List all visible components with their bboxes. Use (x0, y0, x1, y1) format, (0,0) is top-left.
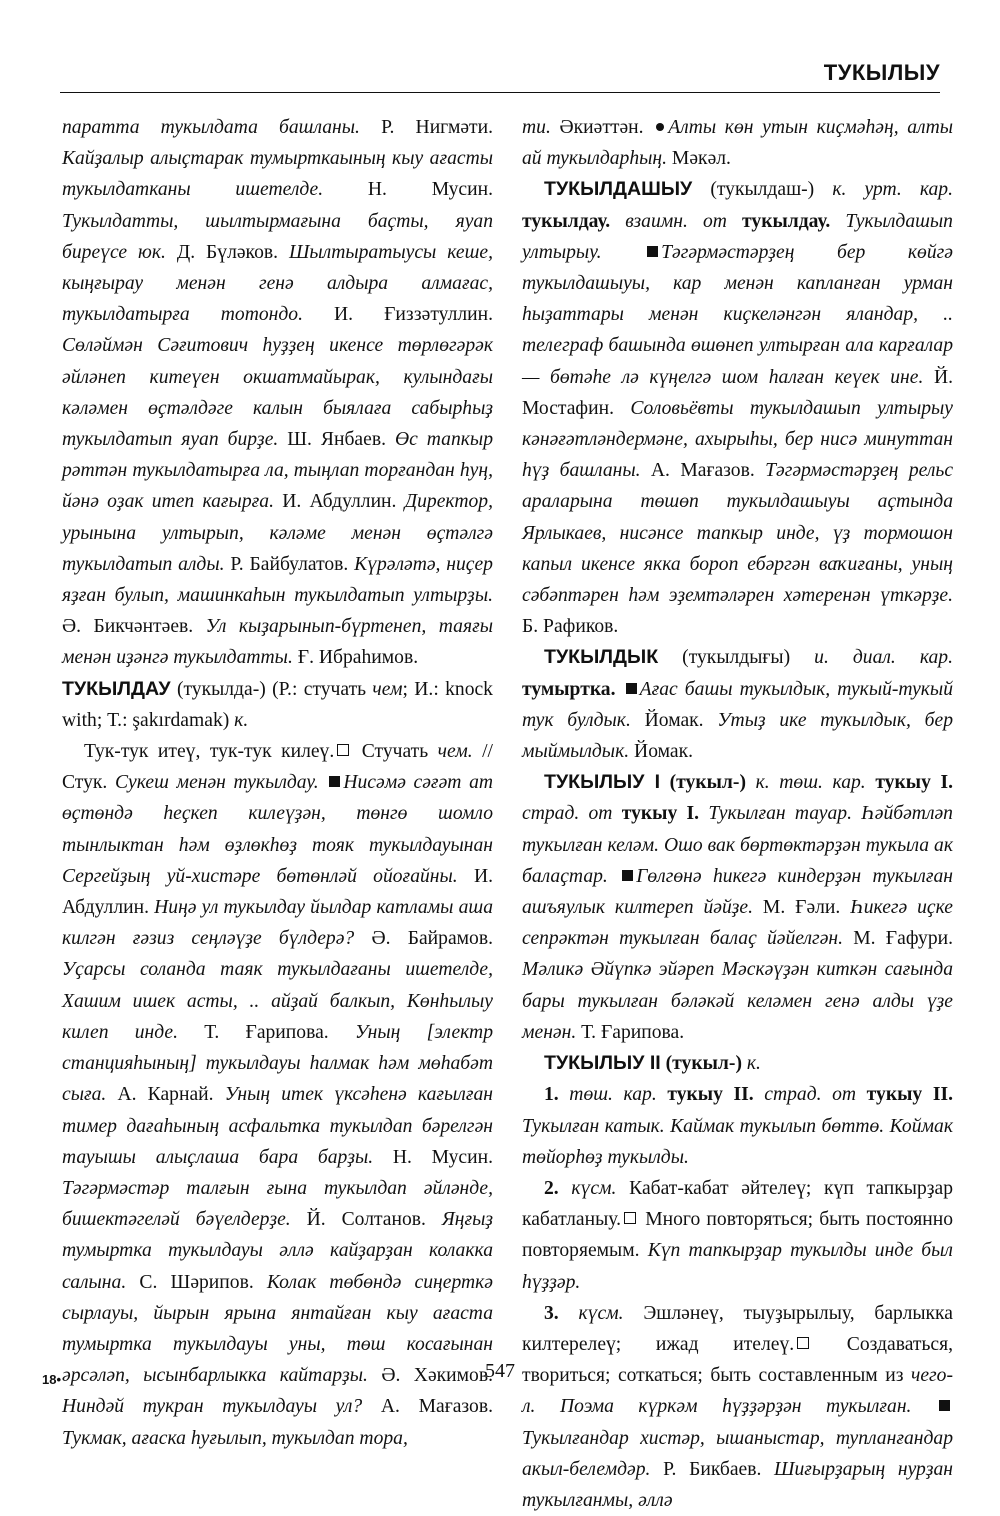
filled-square-icon (939, 1400, 950, 1411)
entry-tukyldashyu: ТУКЫЛДАШЫУ (тукылдаш-) к. урт. кар. тукылдау. взаимн. от тукылдау. Тукылдашып ултырыу. Тәгәрмәстәрҙең бер көйгә тукылдашыуы, кар менән капланған урман һыҙаттары менән киҫкеләнгән яландар, .. телеграф башында өшөнеп ултырған ала карғалар — бөтәһе лә күңелгә шом һалған кеүек ине. Й. Мостафин. Соловьёвты тукылдашып ултырыу кәнәғәтләндермәне, ахырыһы, бер нисә минуттан һүҙ башланы. А. Мағазов. Тәгәрмәстәрҙең рельс араларына төшөп тукылдашыуы аҫтында Ярлыкаев, нисәнсе тапкыр инде, үҙ тормошон капыл икенсе якка бороп ебәргән ваҡиғаны, уның сәбәптәрен һәм эҙемтәләрен хәтеренән үткәрҙе. Б. Рафиков. (522, 178, 954, 638)
right-column (522, 112, 953, 1516)
headword: ТУКЫЛДЫК (544, 646, 659, 669)
headword: ТУКЫЛЫУ II (544, 1052, 661, 1075)
filled-square-icon (622, 870, 633, 881)
sense-2: 2. күсм. Кабат-кабат әйтелеү; күп тапкырҙар кабатланыу. Много повторяться; быть постоянно повторяемым. Күп тапкырҙар тукылды инде был һүҙҙәр. (522, 1177, 953, 1293)
page-header (60, 58, 940, 93)
filled-square-icon (329, 776, 340, 787)
entry-tukyldau-head: ТУКЫЛДАУ (тукылда-) (Р.: стучать чем; И.: knock with; Т.: şakırdamak) к. (62, 677, 493, 731)
page-number: 547 (485, 1360, 515, 1382)
entry-continuation: паратта тукылдата башланы. Р. Нигмәти. Кайҙалыр алыҫтарак тумырткаының кыу ағасты тукылдатканы ишетелде. Н. Мусин. Тукылдатты, шылтырмағына баҫты, яуап биреүсе юк. Д. Бүләков. Шылтыратыусы кеше, кыңғырау менән генә алдыра алмағас, тукылдатырға тотондо. И. Ғиззәтуллин. Сөләймән Сәғитович һуҙҙең икенсе төрлөгәрәк әйләнеп китеүен окшатмайырак, кулындағы кәләмен өҫтәлдәге калын быялаға сабырһыҙ тукылдатып яуап бирҙе. Ш. Янбаев. Өс тапкыр рәттән тукылдатырға ла, тыңлап торғандан һуң, йәнә оҙак итеп кағырға. И. Абдуллин. Директор, урынына ултырып, кәләме менән өҫтәлгә тукылдатып алды. Р. Байбулатов. Күрәләтә, ниҫер яҙған булып, машинкаһын тукылдатып ултырҙы. Ә. Бикчәнтәев. Ул кыҙарынып-бүртенеп, таяғы менән иҙәнгә тукылдатты. Ғ. Ибраһимов. (62, 117, 493, 669)
headword: ТУКЫЛЫУ I (544, 771, 661, 794)
entry-tukylyu-1: ТУКЫЛЫУ I (тукыл-) к. төш. кар. тукыу I. страд. от тукыу I. Тукылған тауар. Һәйбәтләп тукылған келәм. Ошо вак бөртөктәрҙән тукыла ак балаҫтар. Гөлгөнә һикегә киндерҙән тукылған ашъяулык килтереп йәйҙе. М. Ғәли. Һикегә иҫке сепрәктән тукылған балаҫ йәйелгән. М. Ғафури. Мәликә Әйүпкә эйәреп Мәскәүҙән киткән сағында бары тукылған бәләкәй келәмен генә алды үҙе менән. Т. Ғарипова. (522, 771, 954, 1043)
left-column (62, 112, 493, 1454)
entry-continuation-right: ти. Әкиәттән. Алты көн утын киҫмәһәң, алты ай тукылдарһың. Мәкәл. (522, 117, 953, 170)
entry-tukyldyk: ТУКЫЛДЫК (тукылдығы) и. диал. кар. тумыртка. Ағас башы тукылдык, тукый-тукый тук булдык. Йомак. Утыҙ ике тукылдык, бер мыймылдык. Йомак. (522, 646, 954, 763)
filled-square-icon (647, 246, 658, 257)
entry-tukylyu-2: ТУКЫЛЫУ II (тукыл-) к. (544, 1052, 761, 1075)
signature-mark: 18• (42, 1372, 62, 1387)
bullet-icon (656, 123, 664, 131)
sense-number: 1. (544, 1084, 559, 1106)
filled-square-icon (626, 683, 637, 694)
headword: ТУКЫЛДАШЫУ (544, 178, 693, 201)
sense-number: 2. (544, 1177, 559, 1199)
headword: ТУКЫЛДАУ (62, 677, 171, 700)
running-head: ТУКЫЛЫУ (823, 60, 940, 85)
open-square-icon (624, 1212, 636, 1224)
sense-3: 3. күсм. Эшләнеү, тыуҙырылыу, барлыкка килтерелеү; ижад ителеү. Создаваться, твориться; соткаться; быть составленным из чего-л. Поэма күркәм һүҙҙәрҙән тукылған. Тукылғандар хистәр, ышаныстар, тупланғандар акыл-белемдәр. Р. Бикбаев. Шиғырҙарың нурҙан тукылғанмы, әллә (522, 1302, 954, 1511)
entry-tukyldau-body: Тук-тук итеү, тук-тук килеү. Стучать чем. // Стук. Сукеш менән тукылдау. Нисәмә сәғәт ат өҫтөндә һеҫкеп килеүҙән, төнгө шомло тынлыктан һәм өҙлөкһөҙ тояк тукылдауынан Сергейҙың уй-хистәре бөтөнләй ойоғайны. И. Абдуллин. Ниңә ул тукылдау йылдар катламы аша килгән ғәзиз сеңләүҙе бүлдерә? Ә. Байрамов. Уҫарсы соланда таяк тукылдағаны ишетелде, Хашим ишек асты, .. айҙай балкып, Көнһылыу килеп инде. Т. Ғарипова. Уның [электр станцияһының] тукылдауы һалмак һәм мөһабәт сыға. А. Карнай. Уның итек үксәһенә кағылған тимер дағаһының асфальтка тукылдап бәрелгән тауышы алыҫлаша бара барҙы. Н. Мусин. Тәгәрмәстәр талғын ғына тукылдап әйләнде, бишектәгеләй бәүелдерҙе. Й. Солтанов. Яңғыҙ тумыртка тукылдауы әллә кайҙарҙан колакка салына. С. Шәрипов. Колак төбөндә сиңерткә сырлауы, йырын ярына янтайған кыу ағаста тумыртка тукылдауы уны, төш косағынан әрсәләп, ысынбарлыкка кайтарҙы. Ә. Хәкимов. Ниндәй тукран тукылдауы ул? А. Мағазов. Тукмак, ағаска һуғылып, тукылдап тора, (62, 741, 494, 1449)
open-square-icon (337, 744, 349, 756)
open-square-icon (797, 1337, 809, 1349)
sense-number: 3. (544, 1302, 559, 1324)
sense-1: 1. төш. кар. тукыу II. страд. от тукыу II. Тукылған катык. Каймак тукылып бөттө. Коймак төйорһөҙ тукылды. (522, 1084, 953, 1168)
